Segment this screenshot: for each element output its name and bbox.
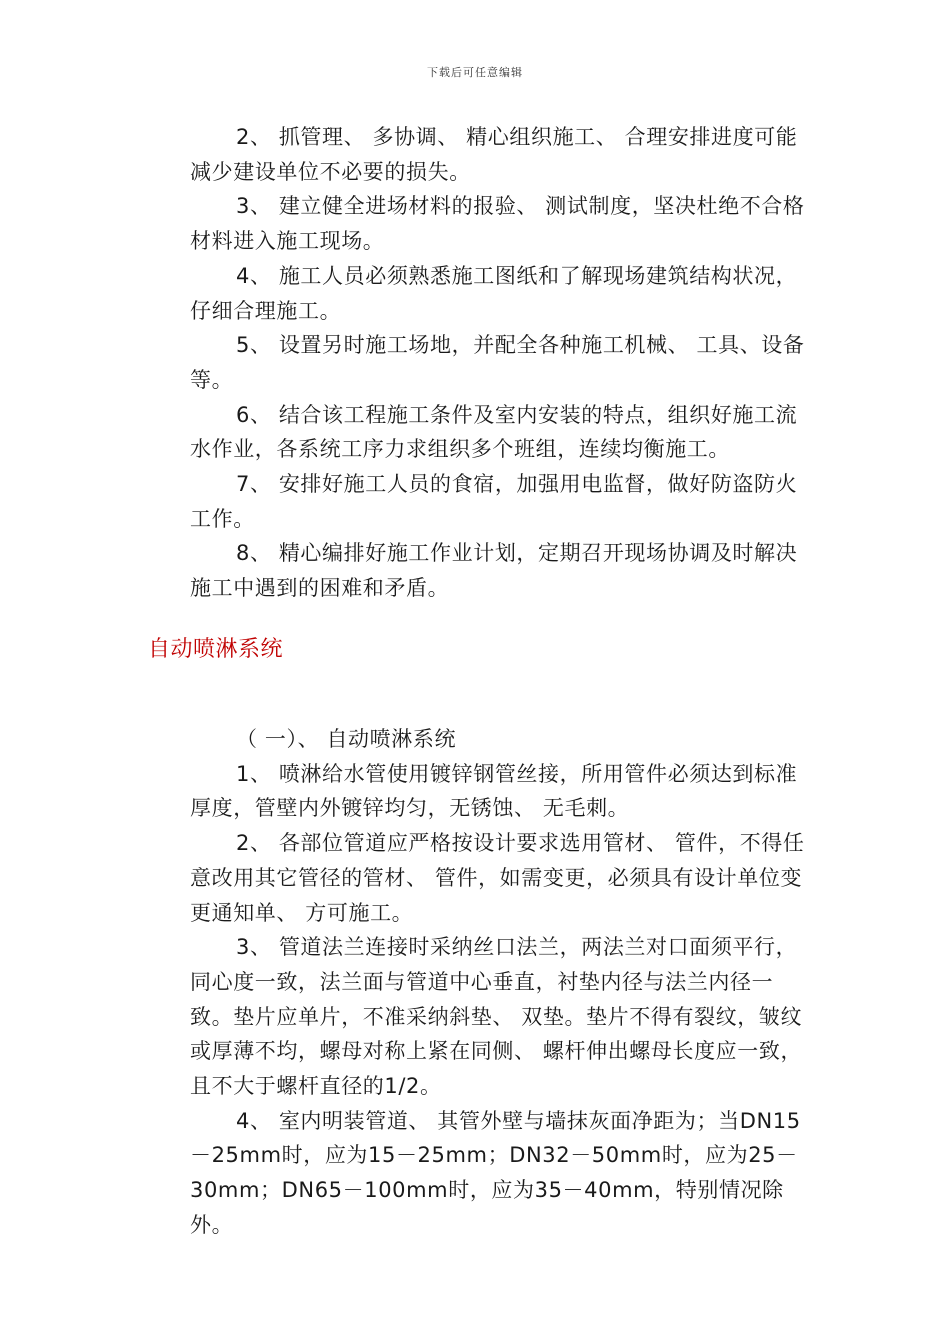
page-header-note: 下载后可任意编辑 (427, 66, 523, 79)
sprinkler-item-1: 1、 喷淋给水管使用镀锌钢管丝接，所用管件必须达到标准厚度，管壁内外镀锌均匀，无锈蚀、 无毛刺。 (190, 761, 798, 821)
section-heading: 自动喷淋系统 (148, 637, 284, 662)
paragraph-item-7: 7、 安排好施工人员的食宿，加强用电监督，做好防盗防火工作。 (190, 472, 798, 531)
sprinkler-item-4: 4、 室内明装管道、 其管外壁与墙抹灰面净距为；当DN15－25mm时，应为15－25mm；DN32－50mm时，应为25－30mm；DN65－100mm时，应为35－40mm，特别情况除外。 (190, 1108, 801, 1237)
paragraph-item-6: 6、 结合该工程施工条件及室内安装的特点，组织好施工流水作业，各系统工序力求组织多个班组，连续均衡施工。 (190, 402, 798, 462)
paragraph-item-3: 3、 建立健全进场材料的报验、 测试制度，坚决杜绝不合格材料进入施工现场。 (190, 194, 805, 254)
paragraph-item-2: 2、 抓管理、 多协调、 精心组织施工、 合理安排进度可能减少建设单位不必要的损失。 (190, 125, 798, 184)
paragraph-item-4: 4、 施工人员必须熟悉施工图纸和了解现场建筑结构状况，仔细合理施工。 (190, 263, 798, 323)
paragraph-item-5: 5、 设置另时施工场地，并配全各种施工机械、 工具、设备等。 (190, 333, 805, 392)
procedure-list (190, 120, 810, 606)
sprinkler-item-3: 3、 管道法兰连接时采纳丝口法兰，两法兰对口面须平行，同心度一致，法兰面与管道中心垂直，衬垫内径与法兰内径一致。垫片应单片，不准采纳斜垫、 双垫。垫片不得有裂纹，皱纹或厚薄不均，螺母对称上紧在同侧、 螺杆伸出螺母长度应一致，且不大于螺杆直径的1/2。 (190, 935, 803, 1099)
paragraph-item-8: 8、 精心编排好施工作业计划，定期召开现场协调及时解决施工中遇到的困难和矛盾。 (190, 541, 798, 601)
sprinkler-section (190, 722, 810, 1243)
section-subtitle: （ 一）、 自动喷淋系统 (236, 727, 457, 751)
sprinkler-item-2: 2、 各部位管道应严格按设计要求选用管材、 管件，不得任意改用其它管径的管材、 管件，如需变更，必须具有设计单位变更通知单、 方可施工。 (190, 831, 805, 925)
